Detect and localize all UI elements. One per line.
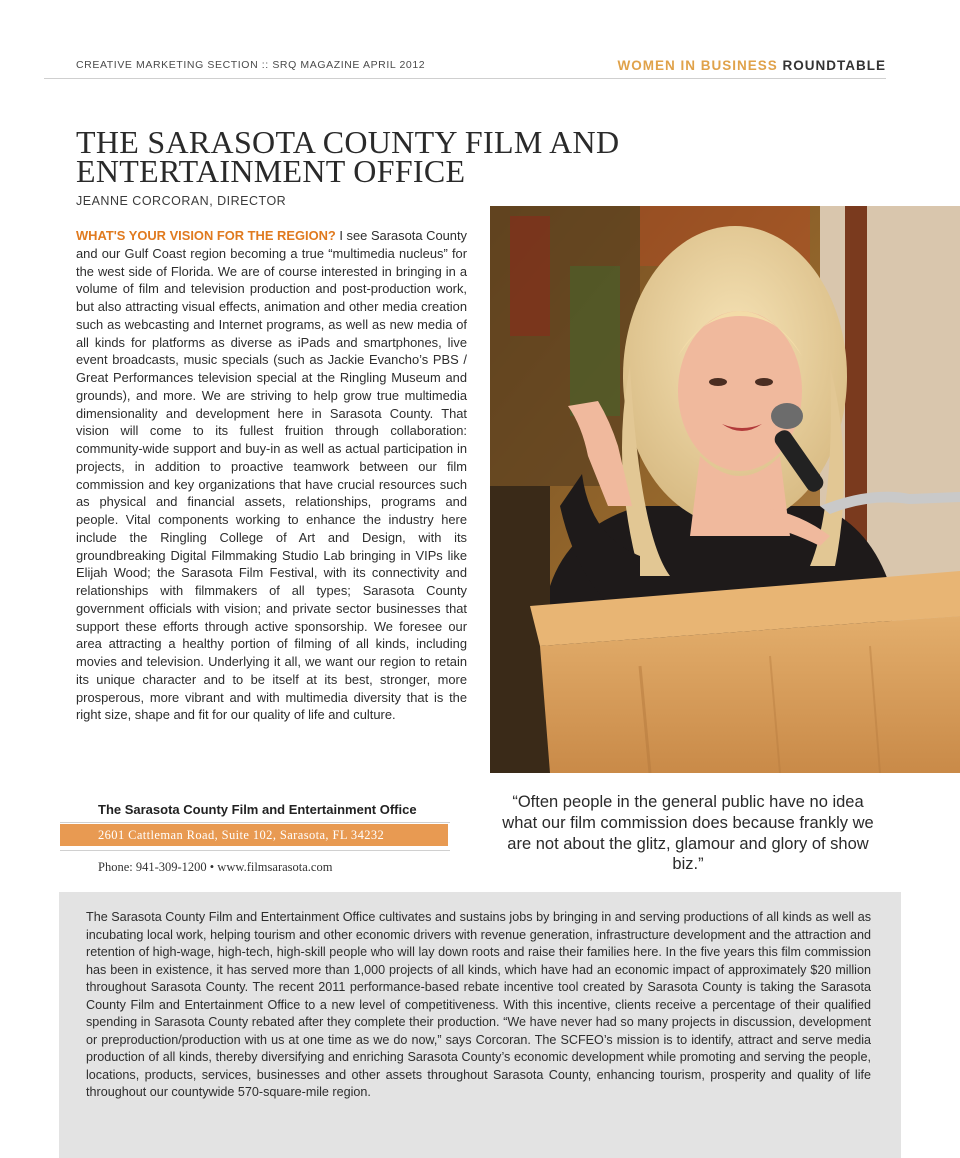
- series-header: [617, 58, 886, 73]
- article-title: THE SARASOTA COUNTY FILM AND ENTERTAINMENT OFFICE: [76, 124, 620, 189]
- interview-answer: I see Sarasota County and our Gulf Coast region becoming a true “multimedia nucleus” for the west side of Florida. We are of course interested in bringing in a volume of film and television production and post-production work, but also attracting visual effects, animation and other media creation such as webcasting and Internet programs, as well as new media of all kinds for platforms as diverse as iPads and smartphones, live event broadcasts, music specials (such as Jackie Evancho’s PBS / Great Performances television special at the Ringling Museum and grounds), and more. We are striving to help grow true multimedia dimensionality and development here in Sarasota County. That vision will come to its fullest fruition through collaboration: community-wide support and buy-in as well as actual participation in projects, in addition to proactive teamwork between our film commission and key organizations that have crucial resources such as physical and financial assets, relationships, programs and people. Vital components working to enhance the industry here include the Ringling College of Art and Design, with its groundbreaking Digital Filmmaking Studio Lab bringing in VIPs like Elijah Wood; the Sarasota Film Festival, with its connectivity and relationships with filmmakers of all types; Sarasota County government officials with vision; and private sector businesses that support these efforts through active sponsorship. We foresee our area attracting a healthy portion of filming of all kinds, including movies and television. Underlying it all, we want our region to retain its unique character and to be itself at its best, stronger, more prosperous, more vibrant and with multimedia diversity that is the right size, shape and fit for our quality of life and culture.: [76, 228, 467, 723]
- article-byline: JEANNE CORCORAN, DIRECTOR: [76, 194, 287, 208]
- interview-question: WHAT'S YOUR VISION FOR THE REGION?: [76, 228, 336, 243]
- office-phone-website: Phone: 941-309-1200 • www.filmsarasota.com: [98, 860, 333, 874]
- office-address: 2601 Cattleman Road, Suite 102, Sarasota, FL 34232: [60, 824, 448, 846]
- speaker-photo: [490, 206, 960, 773]
- contact-divider-bottom: [60, 850, 450, 851]
- sidebar-text: The Sarasota County Film and Entertainment Office cultivates and sustains jobs by bringing in and serving productions of all kinds as well as incubating local work, helping tourism and other economic drivers with revenue generation, infrastructure development and the attraction and retention of high-wage, high-tech, high-skill people who will lay down roots and raise their families here. In the five years this film commission has been in existence, it has served more than 1,000 projects of all kinds, which have had an economic impact of approximately $20 million throughout Sarasota County. The recent 2011 performance-based rebate incentive tool created by Sarasota County is taking the Sarasota County Film and Entertainment Office to a new level of competitiveness. With this incentive, clients receive a percentage of their qualified spending in Sarasota County rebated after they complete their production. “We have never had so many projects in discussion, development or preproduction/production with us at one time as we do now,” says Corcoran. The SCFEO’s mission is to identify, attract and serve media production of all kinds, thereby diversifying and enriching Sarasota County’s economic development while promoting and serving the people, locations, products, services, businesses and other assets throughout Sarasota County, enhancing tourism, prosperity and quality of life throughout our countywide 570-square-mile region.: [86, 910, 871, 1100]
- section-header: CREATIVE MARKETING SECTION :: SRQ MAGAZINE APRIL 2012: [76, 59, 426, 71]
- series-header-accent: WOMEN IN BUSINESS: [617, 58, 778, 73]
- series-header-rest: ROUNDTABLE: [782, 58, 886, 73]
- article-body: [76, 227, 467, 724]
- contact-divider-top: [60, 822, 450, 823]
- header-divider: [44, 78, 886, 79]
- sidebar-box: [59, 892, 901, 1158]
- office-name: The Sarasota County Film and Entertainment Office: [98, 802, 417, 817]
- pull-quote: “Often people in the general public have no idea what our film commission does because frankly we are not about the glitz, glamour and glory of show biz.”: [502, 793, 874, 874]
